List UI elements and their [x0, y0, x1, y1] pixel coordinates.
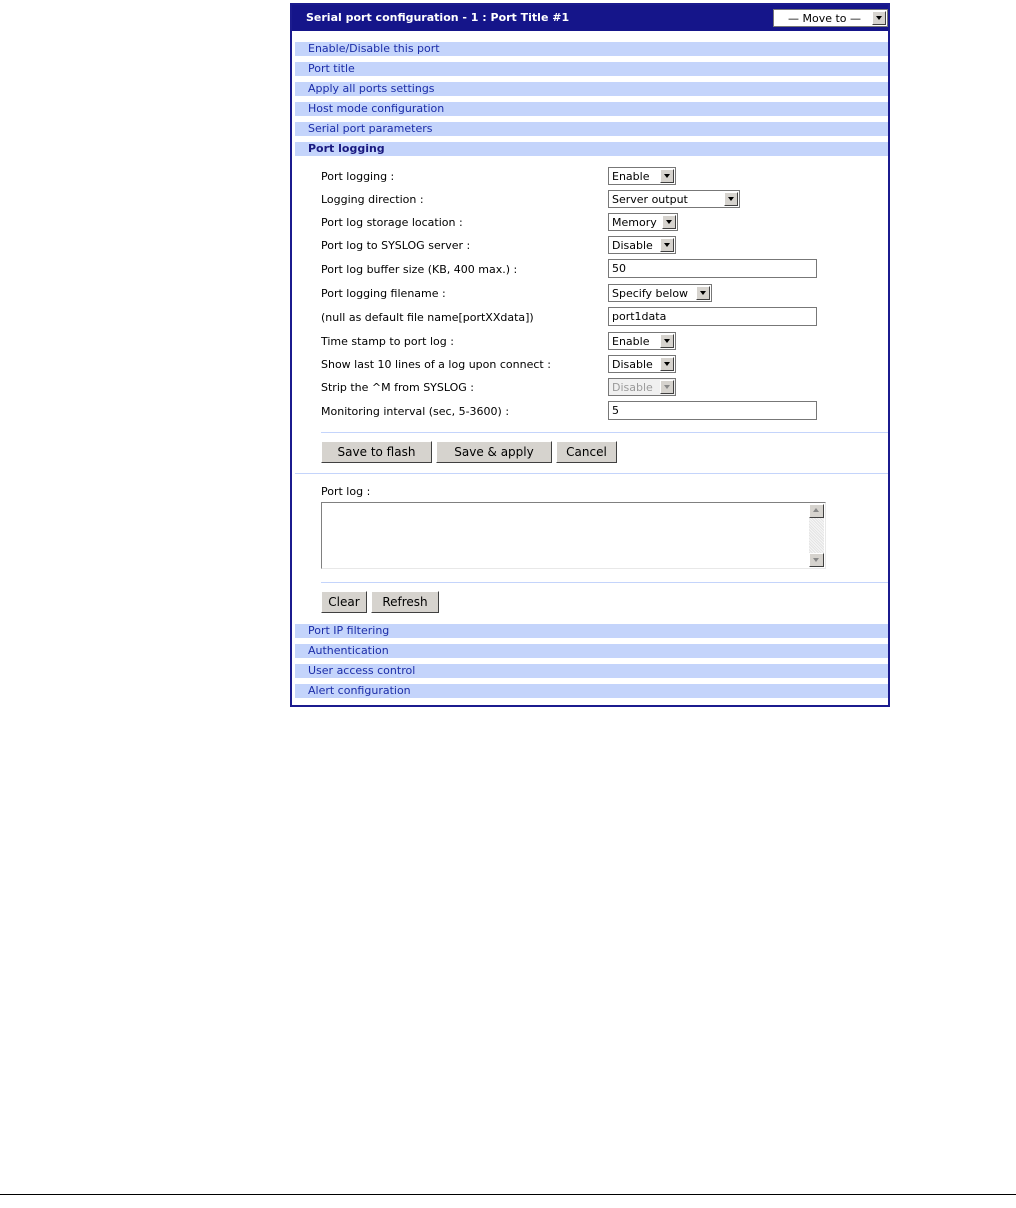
filename-label: (null as default file name[portXXdata]): [321, 311, 534, 324]
storage-location-value: Memory: [612, 216, 657, 229]
timestamp-select[interactable]: [608, 332, 676, 350]
buffer-size-input[interactable]: [608, 259, 817, 278]
last10-value: Disable: [612, 358, 653, 371]
syslog-select[interactable]: [608, 236, 676, 254]
section-authentication[interactable]: Authentication: [295, 644, 888, 658]
move-to-value: — Move to —: [788, 12, 862, 25]
last10-label: Show last 10 lines of a log upon connect :: [321, 358, 551, 371]
port-log-textarea[interactable]: [321, 502, 826, 569]
cancel-button[interactable]: Cancel: [556, 441, 617, 463]
filename-mode-value: Specify below: [612, 287, 689, 300]
timestamp-label: Time stamp to port log :: [321, 335, 454, 348]
divider: [321, 582, 888, 583]
scroll-down-icon[interactable]: [809, 553, 824, 567]
panel-header: [292, 5, 888, 31]
section-port-title[interactable]: Port title: [295, 62, 888, 76]
move-to-select[interactable]: [773, 9, 888, 27]
buffer-size-label: Port log buffer size (KB, 400 max.) :: [321, 263, 518, 276]
filename-mode-label: Port logging filename :: [321, 287, 446, 300]
chevron-down-icon[interactable]: [660, 357, 674, 371]
filename-value: port1data: [612, 310, 667, 323]
chevron-down-icon[interactable]: [660, 238, 674, 252]
storage-location-select[interactable]: [608, 213, 678, 231]
section-serial-parameters[interactable]: Serial port parameters: [295, 122, 888, 136]
syslog-label: Port log to SYSLOG server :: [321, 239, 471, 252]
last10-select[interactable]: [608, 355, 676, 373]
section-port-logging[interactable]: Port logging: [295, 142, 888, 156]
save-to-flash-button[interactable]: Save to flash: [321, 441, 432, 463]
filename-mode-select[interactable]: [608, 284, 712, 302]
port-logging-select[interactable]: [608, 167, 676, 185]
chevron-down-icon[interactable]: [872, 11, 886, 25]
scrollbar[interactable]: [809, 504, 824, 567]
panel-title: Serial port configuration - 1 : Port Title #1: [306, 11, 570, 24]
monitor-interval-label: Monitoring interval (sec, 5-3600) :: [321, 405, 510, 418]
chevron-down-icon[interactable]: [660, 169, 674, 183]
logging-direction-label: Logging direction :: [321, 193, 424, 206]
logging-direction-value: Server output: [612, 193, 688, 206]
chevron-down-icon[interactable]: [696, 286, 710, 300]
chevron-down-icon: [660, 380, 674, 394]
monitor-interval-value: 5: [612, 404, 619, 417]
strip-m-select: [608, 378, 676, 396]
syslog-value: Disable: [612, 239, 653, 252]
port-log-label: Port log :: [321, 485, 371, 498]
monitor-interval-input[interactable]: [608, 401, 817, 420]
divider: [295, 473, 888, 474]
serial-port-config-panel: [290, 3, 890, 707]
strip-m-value: Disable: [612, 381, 653, 394]
section-enable-disable[interactable]: Enable/Disable this port: [295, 42, 888, 56]
section-apply-all-ports[interactable]: Apply all ports settings: [295, 82, 888, 96]
divider: [321, 432, 888, 433]
chevron-down-icon[interactable]: [662, 215, 676, 229]
scroll-up-icon[interactable]: [809, 504, 824, 518]
port-logging-value: Enable: [612, 170, 650, 183]
timestamp-value: Enable: [612, 335, 650, 348]
section-port-ip-filtering[interactable]: Port IP filtering: [295, 624, 888, 638]
port-logging-label: Port logging :: [321, 170, 395, 183]
save-apply-button[interactable]: Save & apply: [436, 441, 552, 463]
chevron-down-icon[interactable]: [660, 334, 674, 348]
chevron-down-icon[interactable]: [724, 192, 738, 206]
buffer-size-value: 50: [612, 262, 626, 275]
section-user-access-control[interactable]: User access control: [295, 664, 888, 678]
refresh-button[interactable]: Refresh: [371, 591, 439, 613]
filename-input[interactable]: [608, 307, 817, 326]
section-host-mode[interactable]: Host mode configuration: [295, 102, 888, 116]
clear-button[interactable]: Clear: [321, 591, 367, 613]
logging-direction-select[interactable]: [608, 190, 740, 208]
strip-m-label: Strip the ^M from SYSLOG :: [321, 381, 475, 394]
storage-location-label: Port log storage location :: [321, 216, 463, 229]
footer-divider: [0, 1194, 1016, 1195]
section-alert-configuration[interactable]: Alert configuration: [295, 684, 888, 698]
